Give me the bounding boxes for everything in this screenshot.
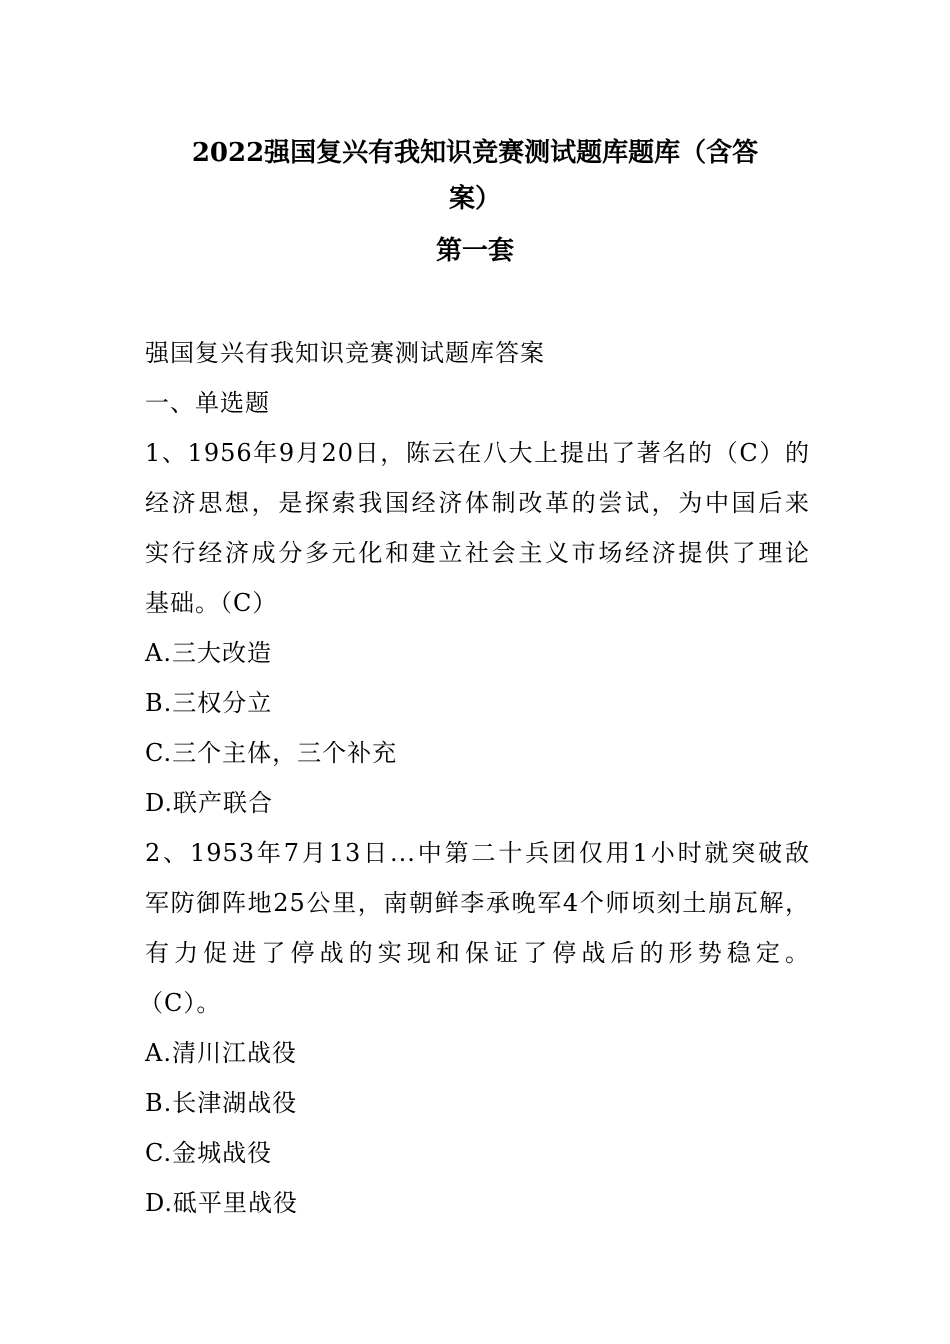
- question-1-line-4: 基础。（C）: [145, 589, 278, 617]
- title-line-2: 案）: [448, 184, 501, 214]
- question-2-option-a: A.清川江战役: [145, 1039, 297, 1067]
- question-2-option-b: B.长津湖战役: [145, 1089, 298, 1117]
- question-2-option-d: D.砥平里战役: [145, 1189, 299, 1217]
- document-title: [0, 130, 950, 222]
- question-1-line-3: 实行经济成分多元化和建立社会主义市场经济提供了理论: [145, 539, 810, 567]
- document-body: [139, 328, 810, 1228]
- body-heading: 强国复兴有我知识竞赛测试题库答案: [145, 339, 545, 367]
- question-2-line-1: 2、1953年7月13日...中第二十兵团仅用1小时就突破敌: [145, 839, 810, 867]
- question-2: [139, 828, 810, 1228]
- question-1-option-b: B.三权分立: [145, 689, 273, 717]
- question-2-line-4: （C）。: [139, 989, 222, 1017]
- document-subtitle: 第一套: [435, 236, 514, 266]
- question-1-option-a: A.三大改造: [145, 639, 272, 667]
- question-2-line-2: 军防御阵地25公里，南朝鲜李承晚军4个师顷刻土崩瓦解，: [145, 889, 810, 917]
- question-1: [145, 428, 810, 828]
- question-2-option-c: C.金城战役: [145, 1139, 273, 1167]
- question-1-line-2: 经济思想，是探索我国经济体制改革的尝试，为中国后来: [145, 489, 810, 517]
- question-1-line-1: 1、1956年9月20日，陈云在八大上提出了著名的（C）的: [145, 439, 810, 467]
- question-1-option-d: D.联产联合: [145, 789, 274, 817]
- title-line-1: 2022强国复兴有我知识竞赛测试题库题库（含答: [191, 138, 759, 168]
- section-heading: 一、单选题: [145, 389, 270, 417]
- question-2-line-3: 有力促进了停战的实现和保证了停战后的形势稳定。: [145, 939, 810, 967]
- question-1-option-c: C.三个主体，三个补充: [145, 739, 398, 767]
